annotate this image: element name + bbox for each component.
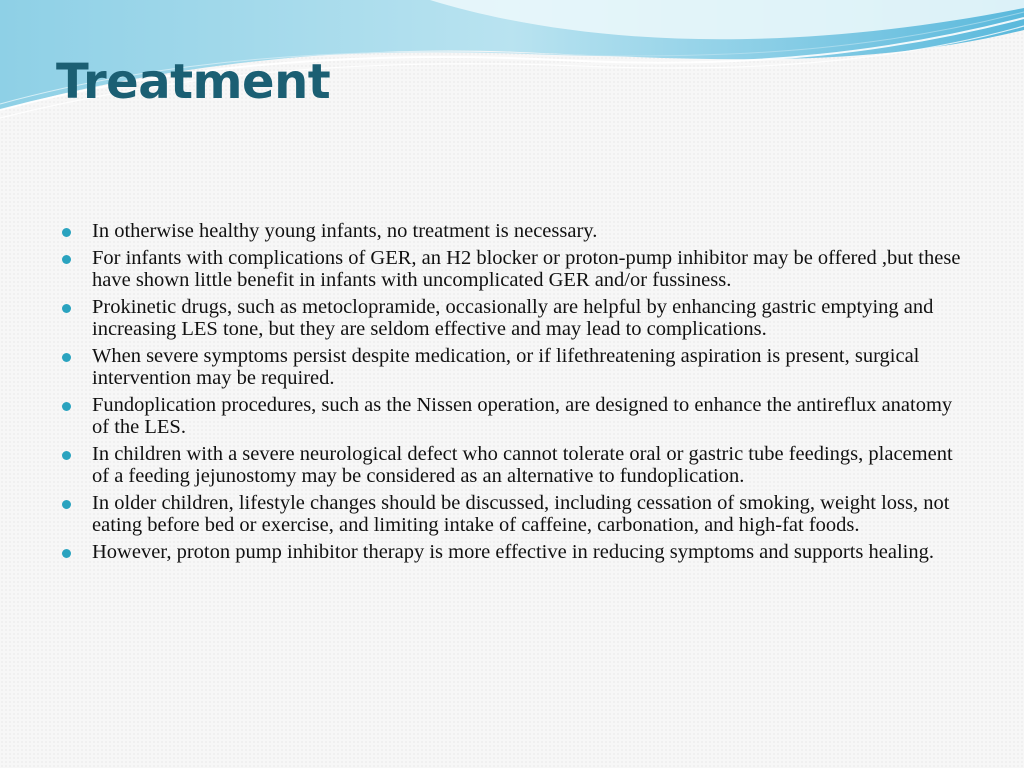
bullet-dot-icon	[62, 500, 71, 509]
bullet-list	[62, 220, 962, 568]
bullet-text: Fundoplication procedures, such as the Nissen operation, are designed to enhance the antireflux anatomy of the LES.	[92, 394, 953, 438]
bullet-item	[62, 345, 962, 389]
bullet-dot-icon	[62, 255, 71, 264]
bullet-text: However, proton pump inhibitor therapy is more effective in reducing symptoms and supports healing.	[92, 541, 934, 563]
bullet-text: In otherwise healthy young infants, no treatment is necessary.	[92, 220, 598, 242]
bullet-dot-icon	[62, 228, 71, 237]
bullet-text: For infants with complications of GER, an H2 blocker or proton-pump inhibitor may be offered ,but these have shown little benefit in infants with uncomplicated GER and/or fussiness.	[92, 247, 961, 291]
bullet-text: In children with a severe neurological defect who cannot tolerate oral or gastric tube feedings, placement of a feeding jejunostomy may be considered as an alternative to fundoplication.	[92, 443, 953, 487]
bullet-dot-icon	[62, 353, 71, 362]
bullet-item	[62, 296, 962, 340]
bullet-item	[62, 541, 962, 563]
bullet-dot-icon	[62, 402, 71, 411]
bullet-text: Prokinetic drugs, such as metoclopramide, occasionally are helpful by enhancing gastric emptying and increasing LES tone, but they are seldom effective and may lead to complications.	[92, 296, 934, 340]
bullet-item	[62, 443, 962, 487]
bullet-dot-icon	[62, 451, 71, 460]
bullet-text: When severe symptoms persist despite medication, or if lifethreatening aspiration is present, surgical intervention may be required.	[92, 345, 920, 389]
bullet-item	[62, 247, 962, 291]
bullet-dot-icon	[62, 304, 71, 313]
bullet-item	[62, 492, 962, 536]
bullet-text: In older children, lifestyle changes should be discussed, including cessation of smoking, weight loss, not eating before bed or exercise, and limiting intake of caffeine, carbonation, and high-fat foods.	[92, 492, 950, 536]
bullet-item	[62, 394, 962, 438]
bullet-item	[62, 220, 962, 242]
bullet-dot-icon	[62, 549, 71, 558]
slide-title: Treatment	[56, 54, 331, 110]
